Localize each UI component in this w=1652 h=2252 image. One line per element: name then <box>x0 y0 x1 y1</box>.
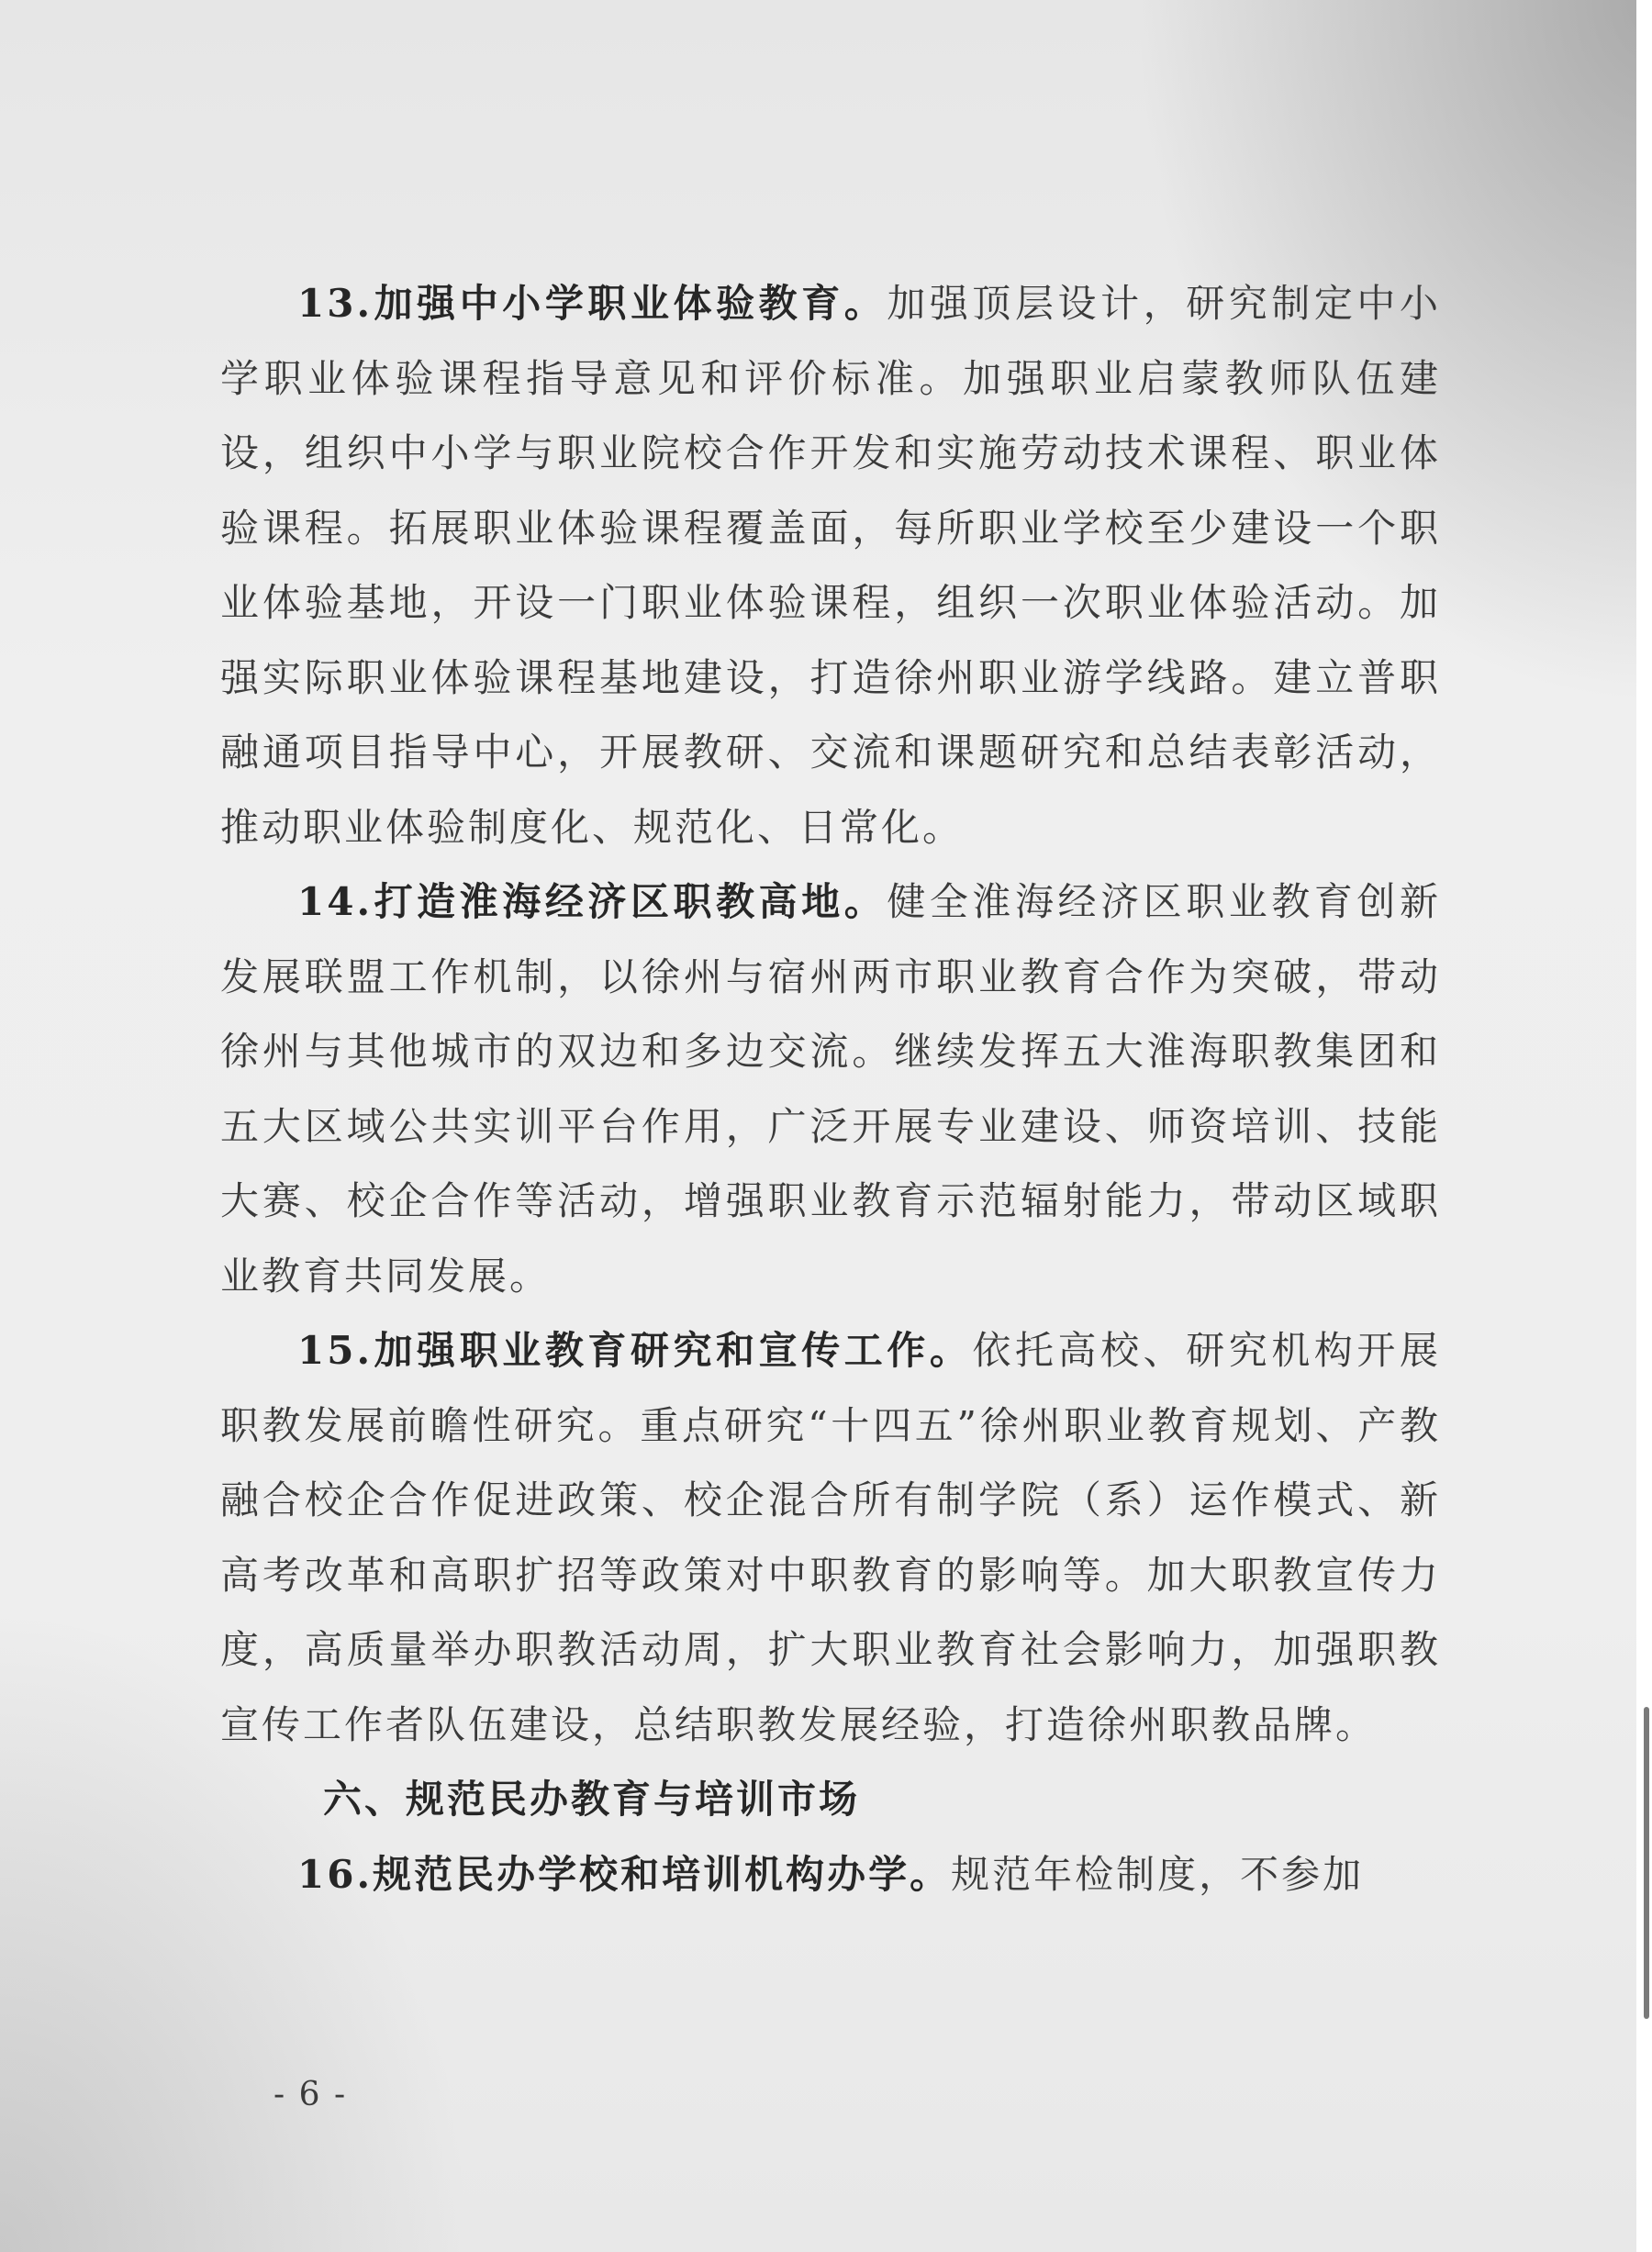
paragraph-13 <box>220 266 1441 864</box>
paragraph-14-body: 健全淮海经济区职业教育创新发展联盟工作机制，以徐州与宿州两市职业教育合作为突破，带动徐州与其他城市的双边和多边交流。继续发挥五大淮海职教集团和五大区域公共实训平台作用，广泛开展专业建设、师资培训、技能大赛、校企合作等活动，增强职业教育示范辐射能力，带动区域职业教育共同发展。 <box>220 879 1441 1299</box>
paragraph-16-lead: 16.规范民办学校和培训机构办学。 <box>297 1851 952 1897</box>
paragraph-16 <box>220 1837 1441 1912</box>
scrollbar-thumb[interactable] <box>1644 1707 1649 2019</box>
section-heading: 六、规范民办教育与培训市场 <box>323 1777 861 1822</box>
page-number: - 6 - <box>273 2076 348 2113</box>
paragraph-14 <box>220 864 1441 1313</box>
paragraph-16-body: 规范年检制度，不参加 <box>951 1851 1365 1897</box>
paragraph-15 <box>220 1313 1441 1762</box>
paragraph-13-body: 加强顶层设计，研究制定中小学职业体验课程指导意见和评价标准。加强职业启蒙教师队伍建设，组织中小学与职业院校合作开发和实施劳动技术课程、职业体验课程。拓展职业体验课程覆盖面，每所职业学校至少建设一个职业体验基地，开设一门职业体验课程，组织一次职业体验活动。加强实际职业体验课程基地建设，打造徐州职业游学线路。建立普职融通项目指导中心，开展教研、交流和课题研究和总结表彰活动，推动职业体验制度化、规范化、日常化。 <box>220 281 1441 850</box>
paragraph-13-lead: 13.加强中小学职业体验教育。 <box>297 281 887 326</box>
document-body <box>220 266 1441 1912</box>
paragraph-14-lead: 14.打造淮海经济区职教高地。 <box>297 879 887 924</box>
paragraph-15-body: 依托高校、研究机构开展职教发展前瞻性研究。重点研究“十四五”徐州职业教育规划、产教融合校企合作促进政策、校企混合所有制学院（系）运作模式、新高考改革和高职扩招等政策对中职教育的影响等。加大职教宣传力度，高质量举办职教活动周，扩大职业教育社会影响力，加强职教宣传工作者队伍建设，总结职教发展经验，打造徐州职教品牌。 <box>220 1328 1441 1747</box>
paragraph-15-lead: 15.加强职业教育研究和宣传工作。 <box>297 1328 973 1373</box>
